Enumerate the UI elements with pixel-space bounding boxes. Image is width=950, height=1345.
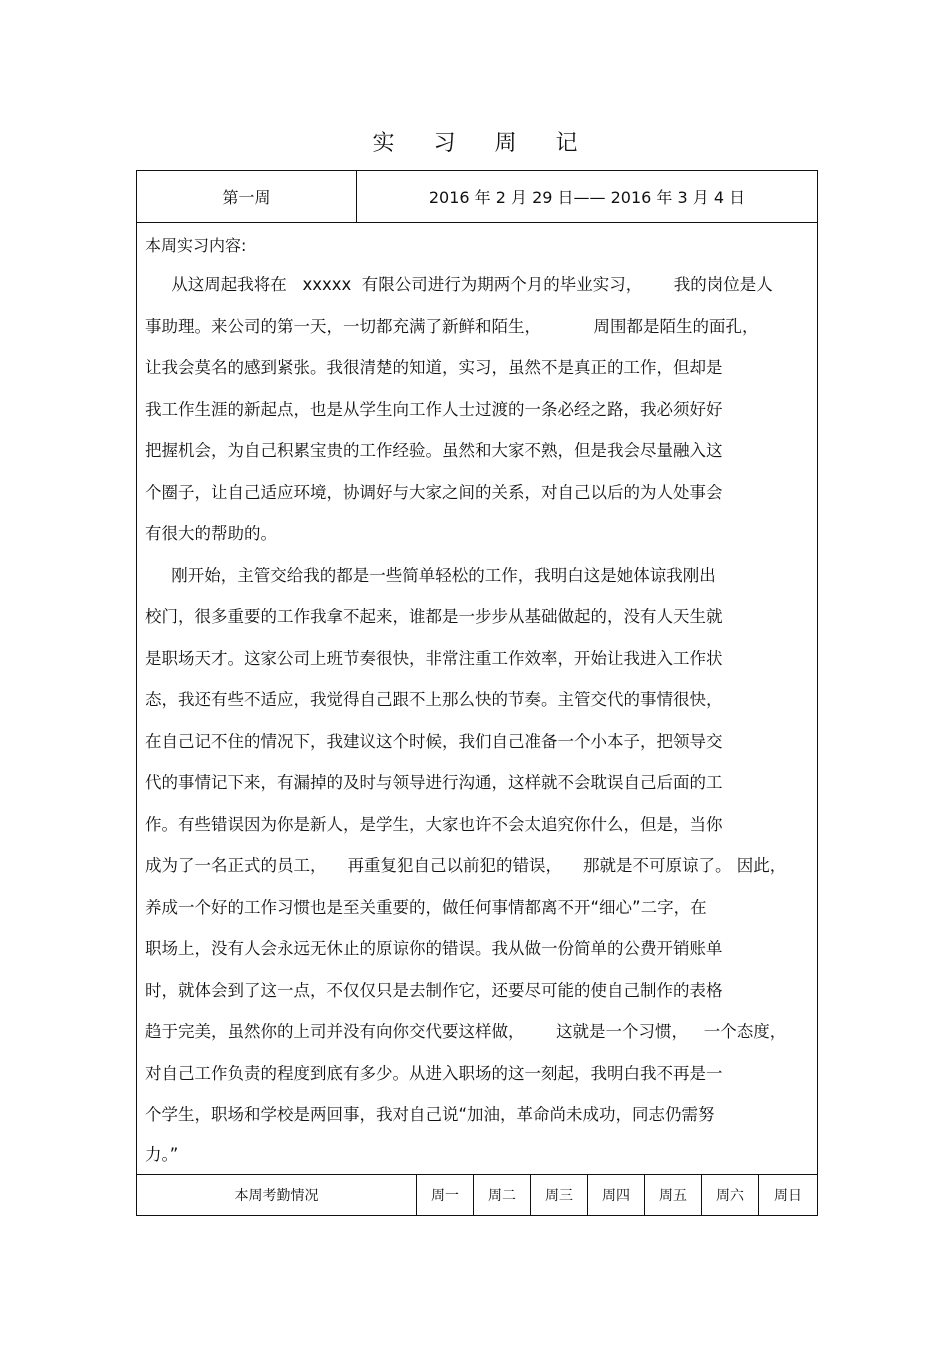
content-line: 是职场天才。这家公司上班节奏很快，非常注重工作效率，开始让我进入工作状	[145, 649, 723, 668]
content-line: 态，我还有些不适应，我觉得自己跟不上那么快的节奏。主管交代的事情很快，	[145, 690, 723, 709]
attendance-label: 本周考勤情况	[137, 1175, 417, 1215]
content-line: 事助理。来公司的第一天，一切都充满了新鲜和陌生， 周围都是陌生的面孔，	[145, 317, 759, 336]
attendance-day-tue: 周二	[474, 1175, 531, 1215]
attendance-row	[137, 1175, 817, 1215]
attendance-day-mon: 周一	[417, 1175, 474, 1215]
content-line: 从这周起我将在 xxxxx 有限公司进行为期两个月的毕业实习， 我的岗位是人	[145, 275, 773, 294]
weekly-report-table	[136, 170, 818, 1216]
attendance-day-fri: 周五	[645, 1175, 702, 1215]
content-line: 个圈子，让自己适应环境，协调好与大家之间的关系，对自己以后的为人处事会	[145, 483, 723, 502]
header-row	[137, 171, 817, 223]
attendance-day-sat: 周六	[702, 1175, 759, 1215]
date-range: 2016 年 2 月 29 日—— 2016 年 3 月 4 日	[428, 188, 746, 207]
content-line: 职场上，没有人会永远无休止的原谅你的错误。我从做一份简单的公费开销账单	[145, 939, 723, 958]
content-line: 时，就体会到了这一点，不仅仅只是去制作它，还要尽可能的使自己制作的表格	[145, 981, 723, 1000]
content-line: 趋于完美，虽然你的上司并没有向你交代要这样做， 这就是一个习惯， 一个态度，	[145, 1022, 787, 1041]
content-line: 把握机会，为自己积累宝贵的工作经验。虽然和大家不熟，但是我会尽量融入这	[145, 441, 723, 460]
content-line: 我工作生涯的新起点，也是从学生向工作人士过渡的一条必经之路，我必须好好	[145, 400, 723, 419]
content-line: 对自己工作负责的程度到底有多少。从进入职场的这一刻起，我明白我不再是一	[145, 1064, 723, 1083]
content-line: 养成一个好的工作习惯也是至关重要的，做任何事情都离不开“细心”二字，在	[145, 898, 707, 917]
attendance-day-sun: 周日	[774, 1188, 802, 1204]
content-cell	[137, 223, 817, 1175]
content-line: 校门，很多重要的工作我拿不起来，谁都是一步步从基础做起的，没有人天生就	[145, 607, 723, 626]
content-label: 本周实习内容:	[145, 236, 247, 255]
content-line: 让我会莫名的感到紧张。我很清楚的知道，实习，虽然不是真正的工作，但却是	[145, 358, 723, 377]
attendance-day-thu: 周四	[588, 1175, 645, 1215]
week-label: 第一周	[137, 171, 357, 222]
content-line: 成为了一名正式的员工， 再重复犯自己以前犯的错误， 那就是不可原谅了。 因此，	[145, 856, 787, 875]
page-title: 实 习 周 记	[372, 131, 594, 156]
content-line: 个学生，职场和学校是两回事，我对自己说“加油，革命尚未成功，同志仍需努	[145, 1105, 715, 1124]
attendance-day-wed: 周三	[531, 1175, 588, 1215]
content-line: 刚开始，主管交给我的都是一些简单轻松的工作，我明白这是她体谅我刚出	[145, 566, 716, 585]
content-line: 在自己记不住的情况下，我建议这个时候，我们自己准备一个小本子，把领导交	[145, 732, 723, 751]
content-line: 代的事情记下来，有漏掉的及时与领导进行沟通，这样就不会耽误自己后面的工	[145, 773, 723, 792]
content-line: 作。有些错误因为你是新人，是学生，大家也许不会太追究你什么，但是，当你	[145, 815, 723, 834]
content-line: 力。”	[145, 1145, 179, 1164]
content-line: 有很大的帮助的。	[145, 524, 277, 543]
